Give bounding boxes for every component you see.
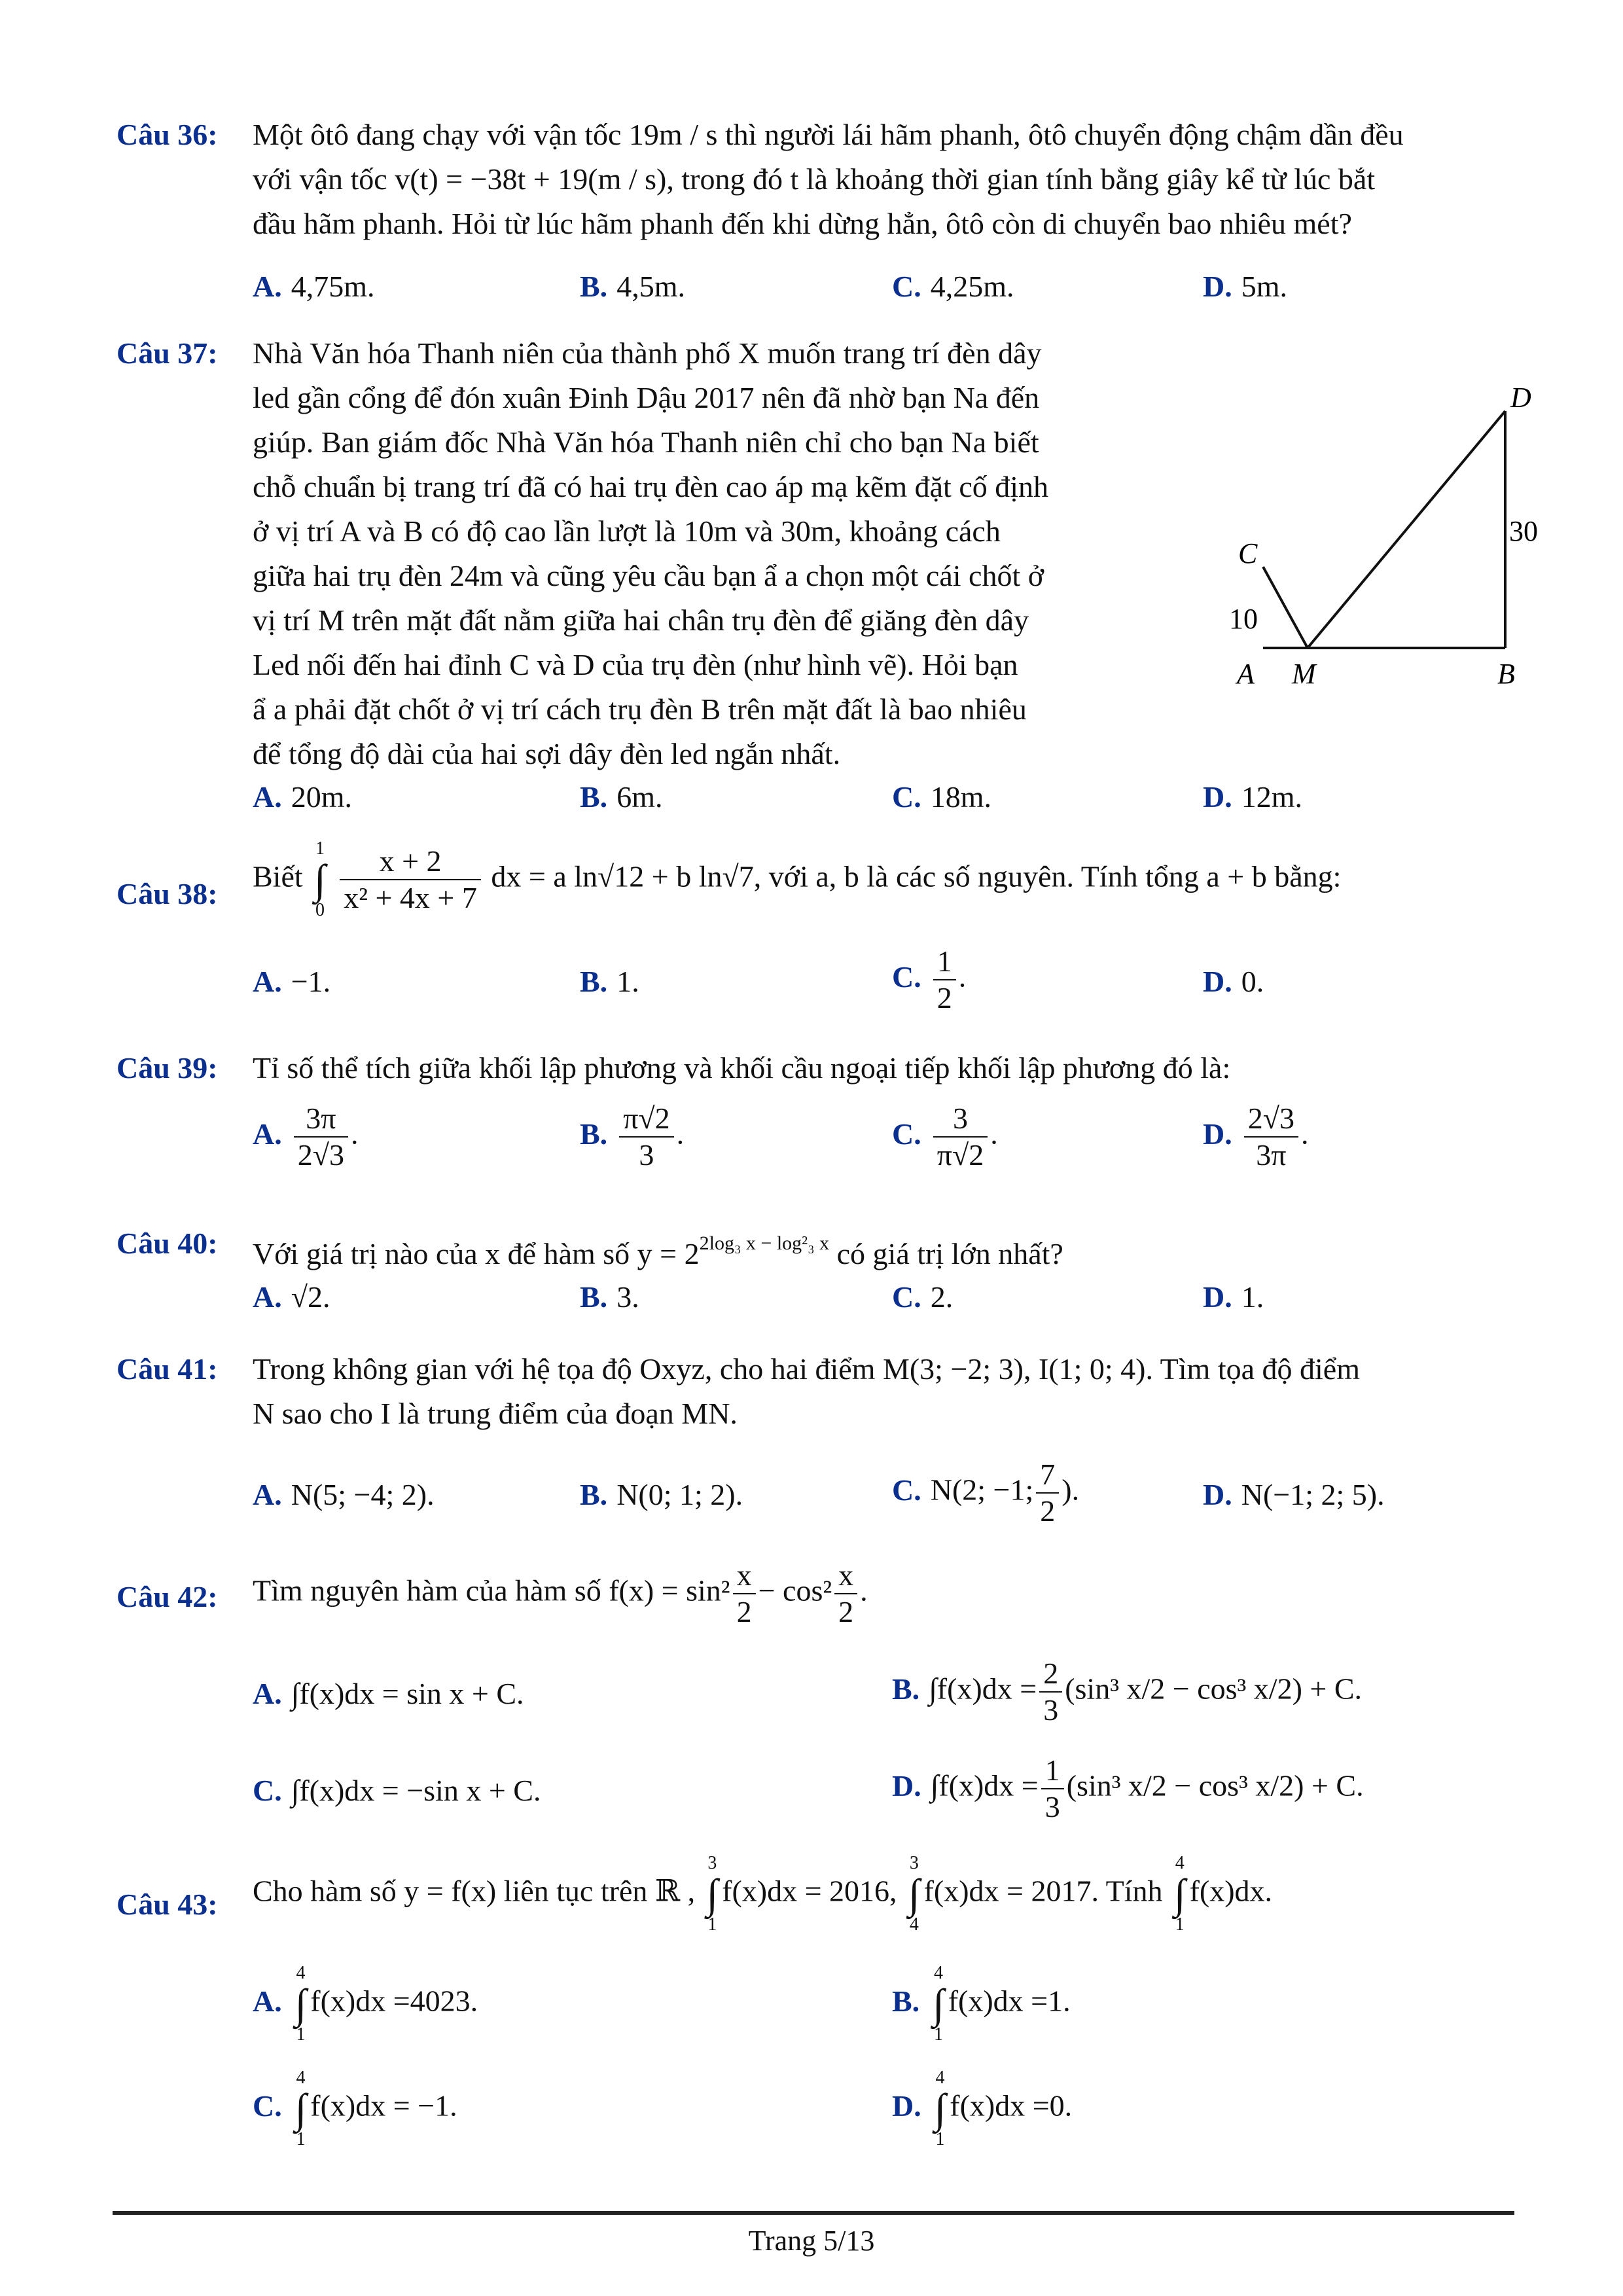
answer-b[interactable]: B.4 ∫ 1f(x)dx =1. xyxy=(892,1963,1071,2045)
question-text: N sao cho I là trung điểm của đoạn MN. xyxy=(253,1397,738,1430)
label-height-10: 10 xyxy=(1229,603,1258,635)
label-height-30: 30 xyxy=(1509,515,1538,547)
answer-a[interactable]: A. −1. xyxy=(253,965,331,998)
question-text: Led nối đến hai đỉnh C và D của trụ đèn (như hình vẽ). Hỏi bạn xyxy=(253,648,1018,681)
question-label: Câu 43: xyxy=(116,1888,218,1921)
footer-divider xyxy=(113,2211,1514,2215)
page-number: Trang 5/13 xyxy=(748,2225,875,2257)
answer-d[interactable]: D. 12m. xyxy=(1203,780,1303,814)
label-m: M xyxy=(1292,658,1316,690)
label-a: A xyxy=(1237,658,1255,690)
question-43: Câu 43: Cho hàm số y = f(x) liên tục trên ℝ , 3 ∫ 1f(x)dx = 2016, 3 ∫ 4f(x)dx = 2017. Tính 4 ∫ 1f(x)dx. A.4 ∫ 1f(x)dx =4023. B.4 ∫ 1f(x)dx =1. C.4 ∫ 1f(x)dx = −1. D.4 ∫ 1f(x)dx =0. xyxy=(116,1853,1273,2149)
question-label: Câu 38: xyxy=(116,877,218,910)
question-text: Biết xyxy=(253,859,303,893)
question-text: có giá trị lớn nhất? xyxy=(836,1237,1063,1270)
answer-b[interactable]: B. $\frac{\pi√2}{3}$ . xyxy=(580,1102,685,1172)
answer-a[interactable]: A. 20m. xyxy=(253,780,353,814)
question-42: Câu 42: Tìm nguyên hàm của hàm số f(x) = sin² $\frac{x}{2}$ − cos² $\frac{x}{2}$ . A. ∫f(x)dx = sin x + C. B. ∫f(x)dx = $\frac{2}{3}$ (sin³ x/2 − cos³ x/2) + C. C. ∫f(x)dx = −sin x + C. D. ∫f(x)dx = $\frac{1}{3}$ (sin³ x/2 − cos³ x/2) + C. xyxy=(116,1558,1364,1823)
answer-a[interactable]: A.4 ∫ 1f(x)dx =4023. xyxy=(253,1963,478,2045)
question-text: Tỉ số thể tích giữa khối lập phương và khối cầu ngoại tiếp khối lập phương đó là: xyxy=(253,1051,1231,1085)
wire-cm xyxy=(1263,567,1308,648)
answer-c[interactable]: C. 18m. xyxy=(892,780,992,814)
answer-c[interactable]: C. 2. xyxy=(892,1280,954,1314)
question-text: Tìm nguyên hàm của hàm số f(x) = sin² xyxy=(253,1573,730,1607)
answer-a[interactable]: A. √2. xyxy=(253,1280,330,1314)
question-text: Với giá trị nào của x để hàm số y = 2 xyxy=(253,1237,700,1270)
question-text: chỗ chuẩn bị trang trí đã có hai trụ đèn cao áp mạ kẽm đặt cố định xyxy=(253,470,1049,503)
question-text: ẩ a phải đặt chốt ở vị trí cách trụ đèn B trên mặt đất là bao nhiêu xyxy=(253,692,1027,726)
label-c: C xyxy=(1238,537,1258,569)
answer-a[interactable]: A. N(5; −4; 2). xyxy=(253,1478,435,1511)
answer-a[interactable]: A. ∫f(x)dx = sin x + C. xyxy=(253,1677,524,1710)
question-label: Câu 37: xyxy=(116,336,218,370)
question-text: Cho hàm số y = f(x) liên tục trên ℝ , xyxy=(253,1874,696,1908)
question-label: Câu 40: xyxy=(116,1227,218,1260)
question-text: vị trí M trên mặt đất nằm giữa hai chân trụ đèn để giăng đèn dây xyxy=(253,603,1029,637)
question-text: đầu hãm phanh. Hỏi từ lúc hãm phanh đến khi dừng hẳn, ôtô còn di chuyển bao nhiêu mét? xyxy=(253,207,1352,240)
question-text: − cos² xyxy=(758,1573,832,1607)
answer-d[interactable]: D. 0. xyxy=(1203,965,1264,998)
answer-a[interactable]: A. $\frac{3\pi}{2√3}$ . xyxy=(253,1102,359,1172)
question-text: để tổng độ dài của hai sợi dây đèn led ngắn nhất. xyxy=(253,737,841,770)
answer-b[interactable]: B. ∫f(x)dx = $\frac{2}{3}$ (sin³ x/2 − cos³ x/2) + C. xyxy=(892,1657,1363,1727)
answer-b[interactable]: B. 6m. xyxy=(580,780,663,814)
question-text: Trong không gian với hệ tọa độ Oxyz, cho hai điểm M(3; −2; 3), I(1; 0; 4). Tìm tọa độ điểm xyxy=(253,1352,1361,1386)
question-label: Câu 39: xyxy=(116,1051,218,1085)
lamp-post-diagram xyxy=(1204,367,1544,707)
answer-a[interactable]: A. 4,75m. xyxy=(253,270,375,303)
question-41 xyxy=(116,1347,1524,1530)
question-text: giữa hai trụ đèn 24m và cũng yêu cầu bạn ẩ a chọn một cái chốt ở xyxy=(253,559,1044,592)
question-label: Câu 36: xyxy=(116,118,218,151)
question-label: Câu 42: xyxy=(116,1580,218,1613)
label-b: B xyxy=(1497,658,1515,690)
question-text: Nhà Văn hóa Thanh niên của thành phố X muốn trang trí đèn dây xyxy=(253,336,1042,370)
question-text: led gần cổng để đón xuân Đinh Dậu 2017 nên đã nhờ bạn Na đến xyxy=(253,381,1040,414)
answer-b[interactable]: B. N(0; 1; 2). xyxy=(580,1478,743,1511)
answer-d[interactable]: D. 5m. xyxy=(1203,270,1288,303)
answer-d[interactable]: D. ∫f(x)dx = $\frac{1}{3}$ (sin³ x/2 − cos³ x/2) + C. xyxy=(892,1753,1364,1823)
exponent: 2log₃ x − log²₃ x xyxy=(699,1232,830,1254)
question-text: ở vị trí A và B có độ cao lần lượt là 10m và 30m, khoảng cách xyxy=(253,514,1001,548)
question-40 xyxy=(116,1221,1524,1319)
answer-d[interactable]: D.4 ∫ 1f(x)dx =0. xyxy=(892,2068,1073,2149)
integral: 1 ∫ 0 xyxy=(314,838,326,920)
question-text: Một ôtô đang chạy với vận tốc 19m / s thì người lái hãm phanh, ôtô chuyển động chậm dần đều xyxy=(253,118,1404,151)
label-d: D xyxy=(1510,382,1531,414)
question-text: giúp. Ban giám đốc Nhà Văn hóa Thanh niên chỉ cho bạn Na biết xyxy=(253,425,1039,459)
answer-c[interactable]: C. 4,25m. xyxy=(892,270,1014,303)
answer-c[interactable]: C. N(2; −1; $\frac{7}{2}$ ). xyxy=(892,1458,1080,1528)
question-text: với vận tốc v(t) = −38t + 19(m / s), trong đó t là khoảng thời gian tính bằng giây kể từ lúc bắt xyxy=(253,162,1376,196)
wire-md xyxy=(1308,411,1505,648)
question-36 xyxy=(116,113,1524,309)
question-text: dx = a ln√12 + b ln√7, với a, b là các số nguyên. Tính tổng a + b bằng: xyxy=(491,859,1342,893)
question-label: Câu 41: xyxy=(116,1352,218,1386)
answer-c[interactable]: C. $\frac{1}{2}$ . xyxy=(892,944,967,1014)
answer-b[interactable]: B. 1. xyxy=(580,965,639,998)
answer-d[interactable]: D. N(−1; 2; 5). xyxy=(1203,1478,1385,1511)
answer-c[interactable]: C. $\frac{3}{\pi√2}$ . xyxy=(892,1102,998,1172)
answer-c[interactable]: C. ∫f(x)dx = −sin x + C. xyxy=(253,1774,541,1807)
question-38 xyxy=(116,839,1524,1029)
answer-d[interactable]: D. $\frac{2√3}{3\pi}$ . xyxy=(1203,1102,1309,1172)
answer-b[interactable]: B. 4,5m. xyxy=(580,270,685,303)
answer-c[interactable]: C.4 ∫ 1f(x)dx = −1. xyxy=(253,2068,457,2149)
answer-d[interactable]: D. 1. xyxy=(1203,1280,1264,1314)
question-39 xyxy=(116,1046,1524,1196)
integrand-fraction: $\frac{x + 2}{\text{x² + 4x + 7}}$ xyxy=(340,844,481,916)
answer-b[interactable]: B. 3. xyxy=(580,1280,639,1314)
